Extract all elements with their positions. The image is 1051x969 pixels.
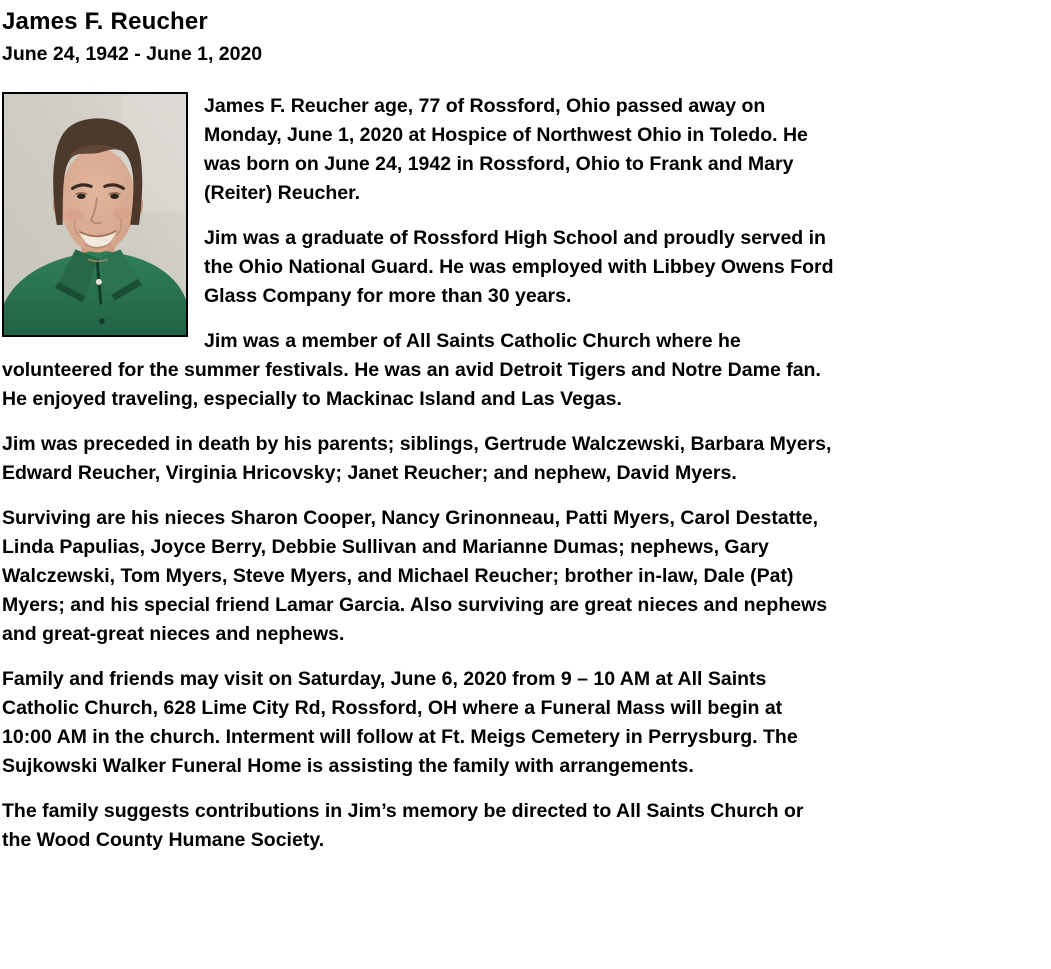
paragraph-memberships: Jim was a member of All Saints Catholic Church where he volunteered for the summer festivals. He was an avid Detroit Tigers and Notre Dame fan. He enjoyed traveling, especially to Mackinac Island and Las Vegas. — [2, 330, 821, 410]
paragraph-survivors: Surviving are his nieces Sharon Cooper, Nancy Grinonneau, Patti Myers, Carol Destatte, Linda Papulias, Joyce Berry, Debbie Sullivan and Marianne Dumas; nephews, Gary Walczewski, Tom Myers, Steve Myers, and Michael Reucher; brother in-law, Dale (Pat) Myers; and his special friend Lamar Garcia. Also surviving are great nieces and nephews and great-great nieces and nephews. — [2, 507, 828, 645]
eyes — [77, 194, 86, 199]
paragraph-services: Family and friends may visit on Saturday, June 6, 2020 from 9 – 10 AM at All Saints Catholic Church, 628 Lime City Rd, Rossford, OH where a Funeral Mass will begin at 10:00 AM in the church. Interment will follow at Ft. Meigs Cemetery in Perrysburg. The Sujkowski Walker Funeral Home is assisting the family with arrangements. — [2, 668, 798, 777]
portrait-illustration — [4, 94, 186, 335]
portrait-photo — [2, 92, 188, 337]
paragraph-preceded-in-death: Jim was preceded in death by his parents; siblings, Gertrude Walczewski, Barbara Myers, Edward Reucher, Virginia Hricovsky; Janet Reucher; and nephew, David Myers. — [2, 433, 832, 484]
paragraph-intro: James F. Reucher age, 77 of Rossford, Ohio passed away on Monday, June 1, 2020 at Hospice of Northwest Ohio in Toledo. He was born on June 24, 1942 in Rossford, Ohio to Frank and Mary (Reiter) Reucher. — [204, 95, 808, 204]
obituary-body — [2, 92, 834, 871]
paragraph-contributions: The family suggests contributions in Jim’s memory be directed to All Saints Church or the Wood County Humane Society. — [2, 800, 804, 851]
paragraph-career: Jim was a graduate of Rossford High School and proudly served in the Ohio National Guard. He was employed with Libbey Owens Ford Glass Company for more than 30 years. — [204, 227, 834, 307]
page-title: James F. Reucher — [2, 8, 208, 35]
birth-death-dates: June 24, 1942 - June 1, 2020 — [2, 43, 263, 65]
